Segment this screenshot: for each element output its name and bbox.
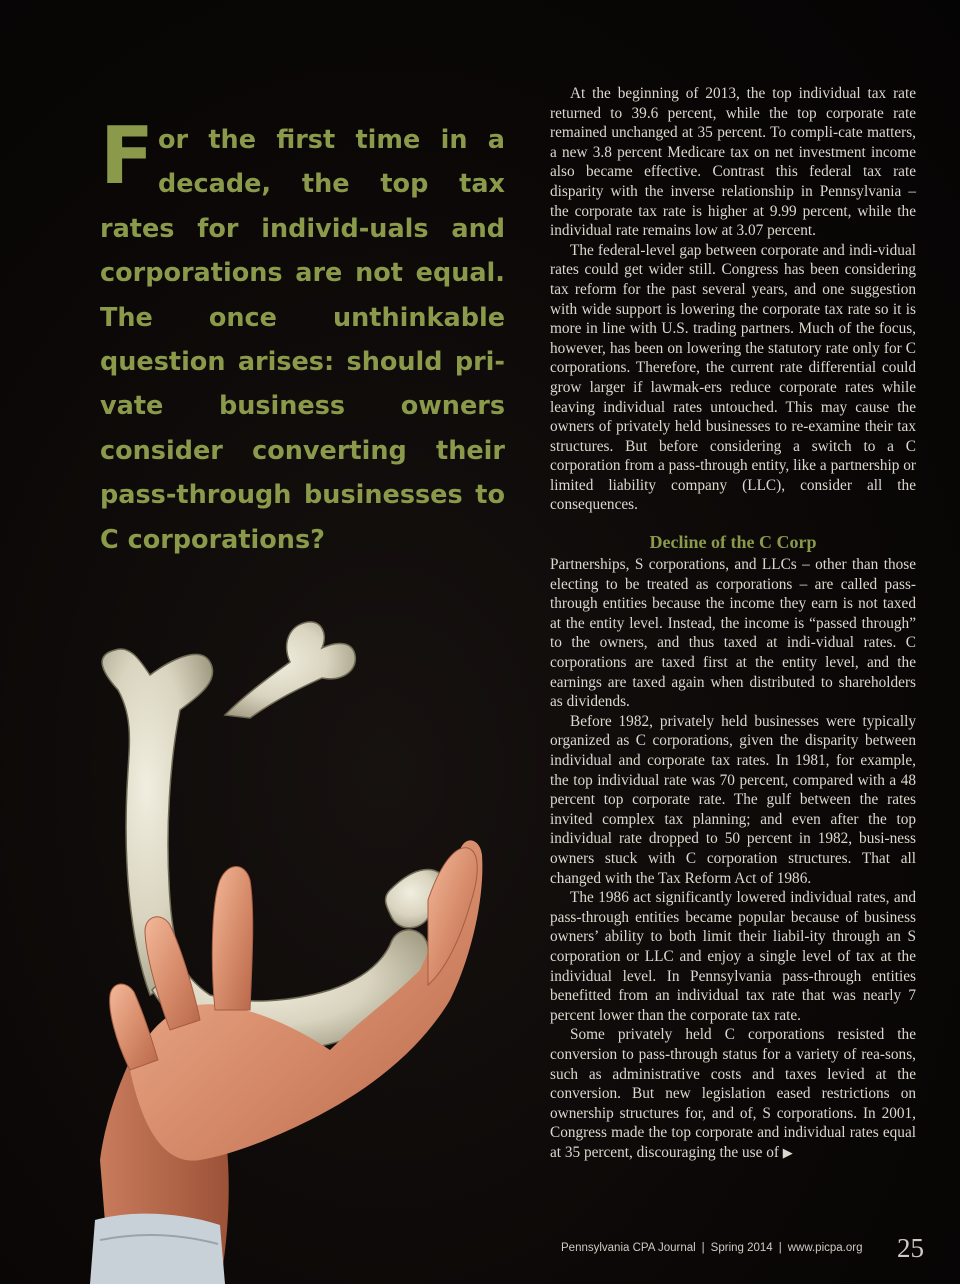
footer-separator: | <box>778 1242 782 1254</box>
journal-name: Pennsylvania CPA Journal <box>561 1242 696 1254</box>
footer-separator: | <box>701 1242 705 1254</box>
article-paragraph <box>550 1025 916 1162</box>
page-number: 25 <box>897 1233 924 1263</box>
continue-arrow-icon: ▶ <box>782 1144 793 1160</box>
article-body <box>550 84 916 1162</box>
drop-cap: F <box>100 110 154 202</box>
section-heading: Decline of the C Corp <box>649 532 817 553</box>
pull-quote <box>100 110 505 562</box>
website-url: www.picpa.org <box>787 1242 863 1254</box>
article-paragraph: The 1986 act significantly lowered individual rates, and pass-through entities became popular because of business owners’ ability to both limit their liabil-ity through an S corporation or LLC and enjoy a single level of tax at the individual level. In Pennsylvania pass-through entities benefitted from an individual tax rate that was nearly 7 percent lower than the corporate tax rate. <box>550 889 916 1024</box>
article-paragraph: Before 1982, privately held businesses were typically organized as C corporations, given the disparity between individual and corporate tax rates. In 1981, for example, the top individual rate was 70 percent, compared with a 48 percent top corporate rate. The gulf between the rates invited complex tax planning; and even after the top individual rate dropped to 50 percent in 1982, busi-ness owners stuck with C corporation structures. That all changed with the Tax Reform Act of 1986. <box>550 712 916 887</box>
article-paragraph: The federal-level gap between corporate and indi-vidual rates could get wider still. Congress has been considering tax reform for the past several years, and one suggestion with wide support is lowering the corporate tax rate so it is more in line with U.S. trading partners. Much of the focus, however, has been on lowering the statutory rate only for C corporations. Therefore, the current rate differential could grow larger if lawmak-ers reduce corporate rates while leaving individual rates untouched. This may cause the owners of privately held businesses to re-examine their tax structures. But before considering a switch to a C corporation from a pass-through entity, like a partnership or limited liability company (LLC), consider all the consequences. <box>550 241 916 514</box>
hand-holding-bone-letter-c-illustration <box>60 600 530 1284</box>
page-footer <box>561 1240 863 1256</box>
article-paragraph: Partnerships, S corporations, and LLCs – other than those electing to be treated as corporations – are called pass-through entities because the income they earn is not taxed at the entity level. Instead, the income is “passed through” to the owners, and thus taxed at indi-vidual rates. C corporations are taxed first at the entity level, and the earnings are taxed again when distributed to shareholders as dividends. <box>550 556 916 711</box>
pull-quote-text: or the first time in a decade, the top tax rates for individ-uals and corporations are not equal. The once unthinkable question arises: should pri-vate business owners consider converting their pass-through businesses to C corporations? <box>100 125 505 555</box>
bone-letter-c <box>102 622 449 1052</box>
article-paragraph-text: Some privately held C corporations resisted the conversion to pass-through status for a variety of rea-sons, such as administrative costs and taxes levied at the conversion. But new legislation eased restrictions on ownership structures for, and of, S corporations. In 2001, Congress made the top corporate and individual rates equal at 35 percent, discouraging the use of <box>550 1026 916 1161</box>
article-paragraph: At the beginning of 2013, the top individual tax rate returned to 39.6 percent, while the top corporate rate remained unchanged at 35 percent. To compli-cate matters, a new 3.8 percent Medicare tax on net investment income also became effective. Contrast this federal tax rate disparity with the inverse relationship in Pennsylvania – the corporate tax rate is higher at 9.99 percent, while the individual rate remains low at 3.07 percent. <box>550 85 916 240</box>
issue-date: Spring 2014 <box>710 1242 773 1254</box>
